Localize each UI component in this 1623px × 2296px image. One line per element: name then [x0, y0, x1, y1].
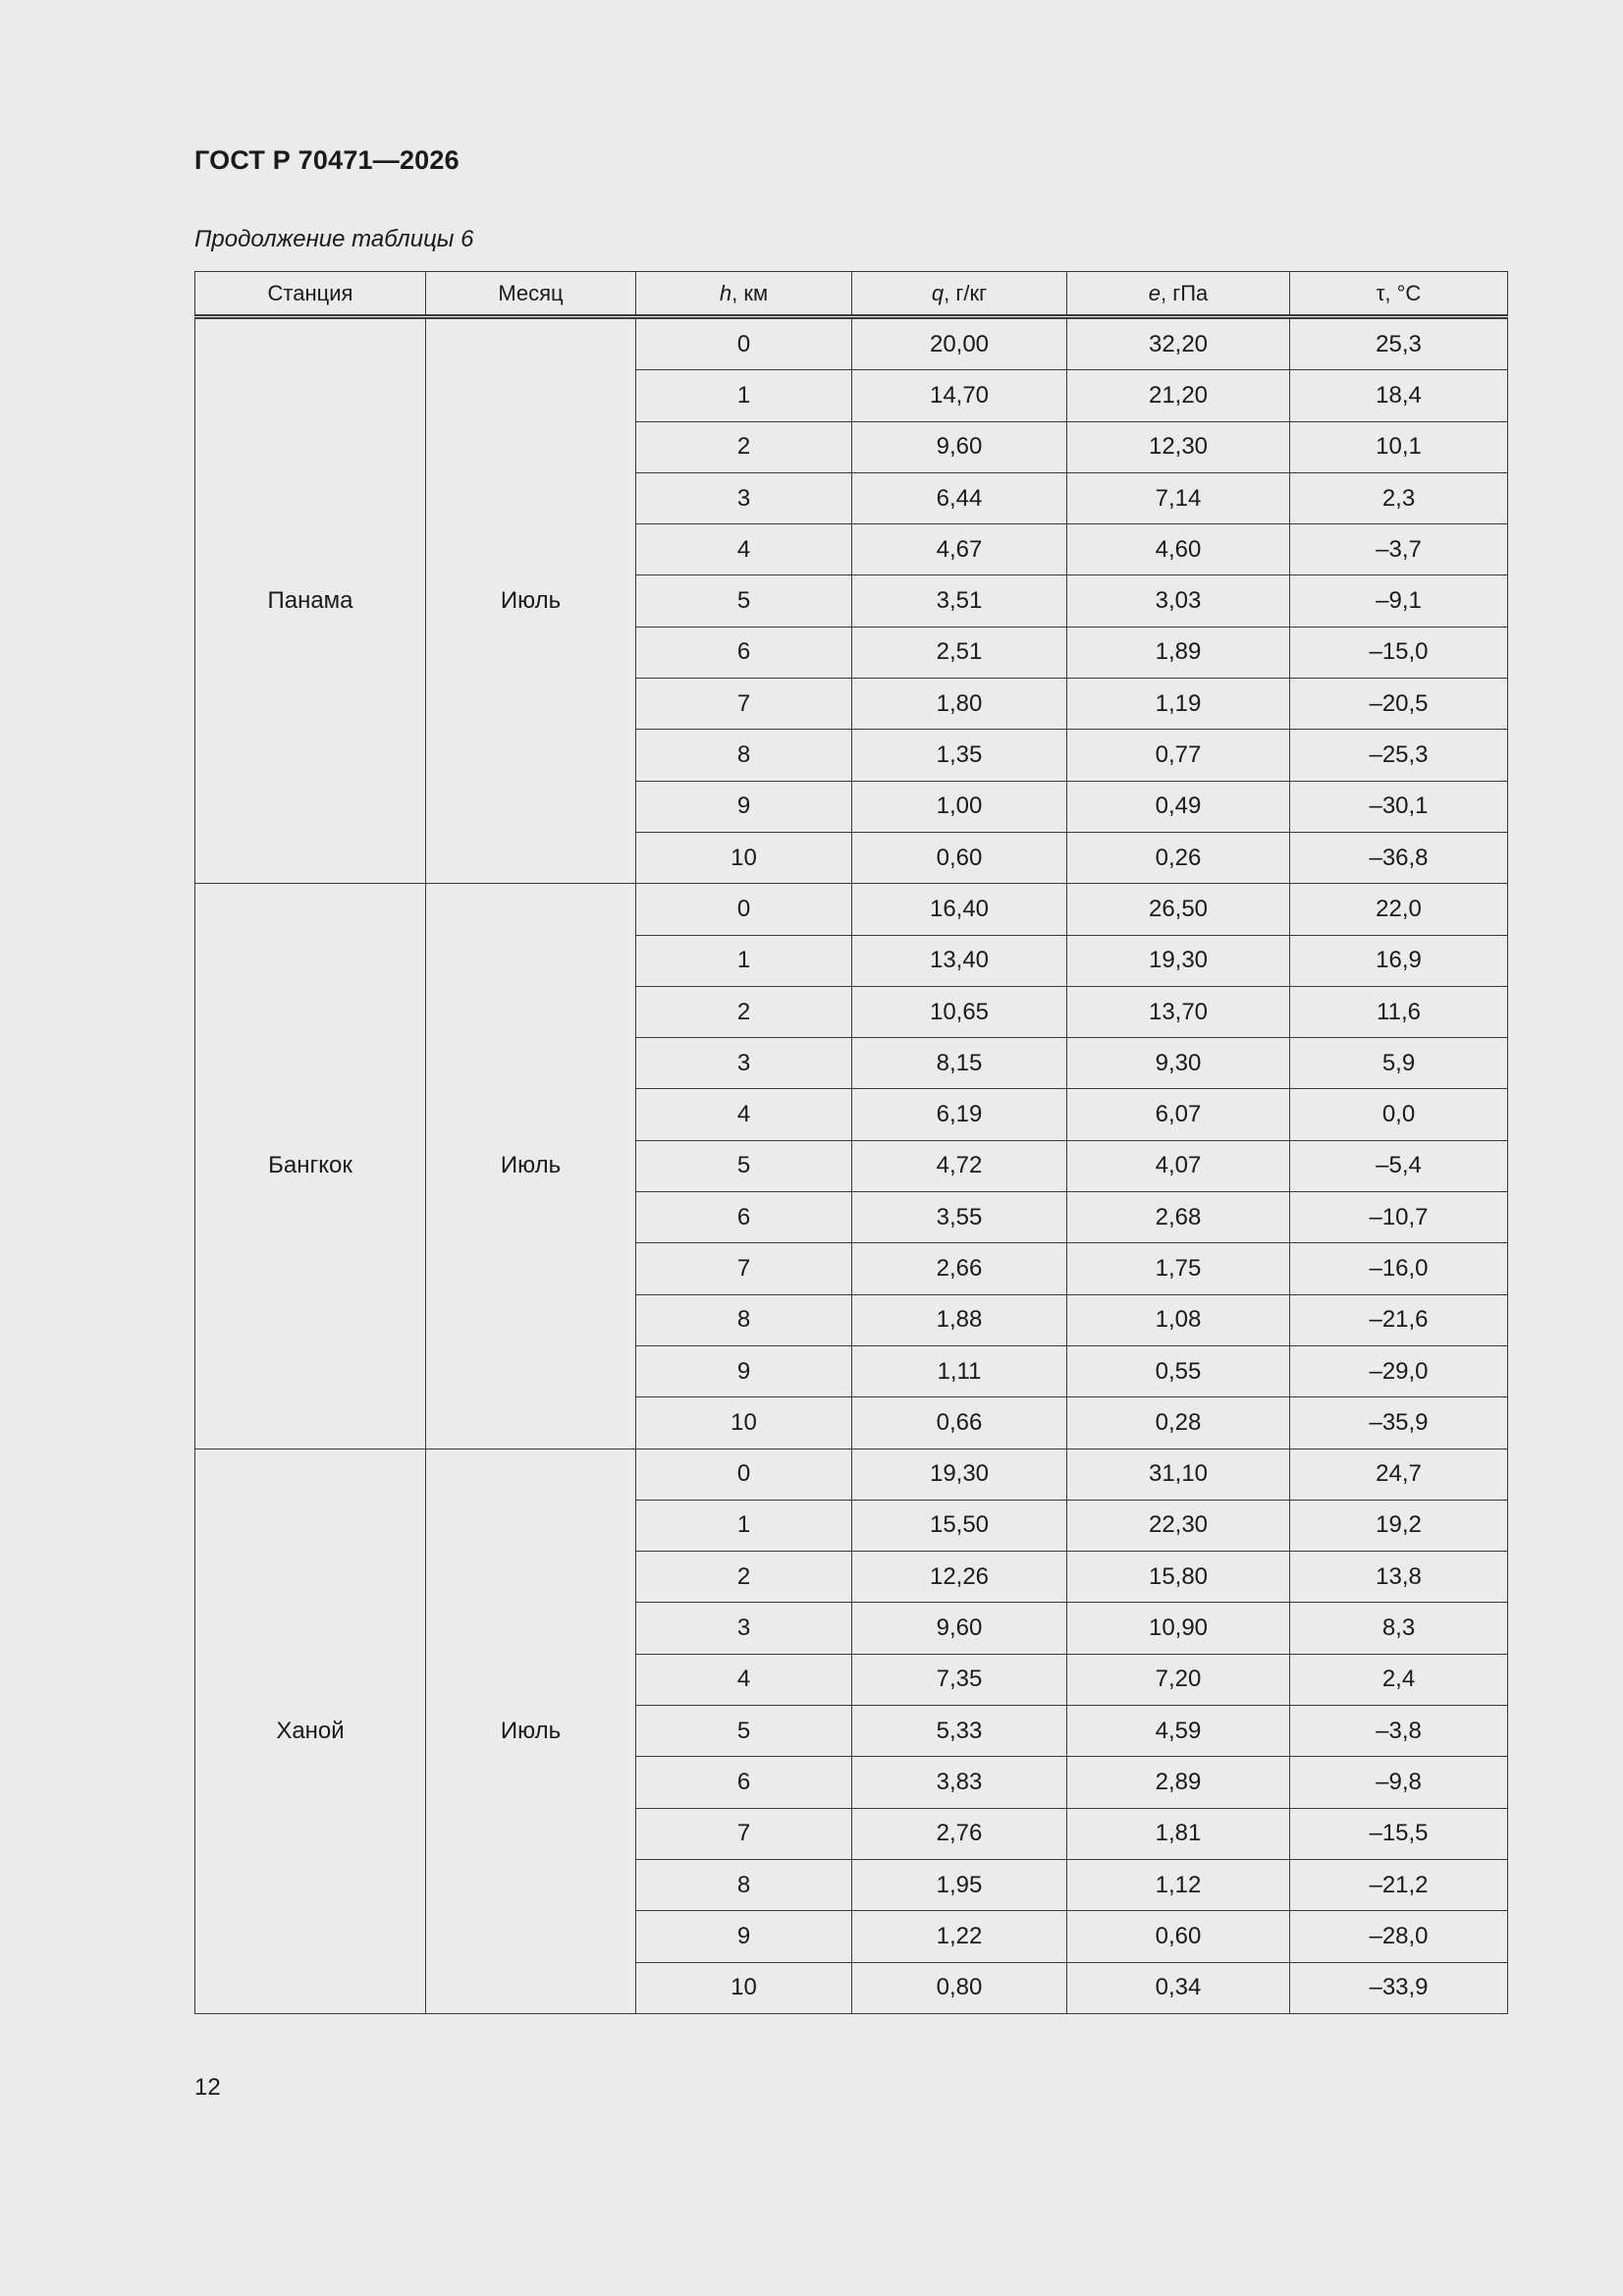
vapour-pressure-cell: 1,89	[1067, 627, 1290, 678]
dew-point-cell: 5,9	[1290, 1038, 1508, 1089]
vapour-pressure-cell: 4,59	[1067, 1706, 1290, 1757]
vapour-pressure-cell: 2,68	[1067, 1192, 1290, 1243]
dew-point-cell: 24,7	[1290, 1449, 1508, 1500]
header-specific-humidity	[852, 272, 1067, 317]
dew-point-cell: 2,4	[1290, 1654, 1508, 1705]
vapour-pressure-cell: 2,89	[1067, 1757, 1290, 1808]
specific-humidity-cell: 9,60	[852, 421, 1067, 472]
specific-humidity-cell: 1,35	[852, 730, 1067, 781]
height-cell: 6	[636, 627, 852, 678]
dew-point-cell: –28,0	[1290, 1911, 1508, 1962]
height-cell: 4	[636, 524, 852, 575]
specific-humidity-cell: 3,55	[852, 1192, 1067, 1243]
height-cell: 6	[636, 1192, 852, 1243]
height-cell: 9	[636, 781, 852, 832]
dew-point-cell: –9,1	[1290, 575, 1508, 627]
height-cell: 9	[636, 1911, 852, 1962]
specific-humidity-cell: 2,66	[852, 1243, 1067, 1294]
height-cell: 7	[636, 1808, 852, 1859]
specific-humidity-cell: 0,60	[852, 832, 1067, 883]
vapour-pressure-cell: 0,77	[1067, 730, 1290, 781]
dew-point-cell: 19,2	[1290, 1500, 1508, 1551]
table-row	[195, 884, 1508, 935]
height-cell: 3	[636, 1038, 852, 1089]
document-code: ГОСТ Р 70471—2026	[194, 145, 460, 175]
specific-humidity-cell: 19,30	[852, 1449, 1067, 1500]
table-caption: Продолжение таблицы 6	[194, 226, 474, 252]
height-cell: 5	[636, 575, 852, 627]
dew-point-cell: –30,1	[1290, 781, 1508, 832]
specific-humidity-cell: 10,65	[852, 986, 1067, 1037]
specific-humidity-cell: 2,76	[852, 1808, 1067, 1859]
height-cell: 8	[636, 1294, 852, 1345]
dew-point-cell: 10,1	[1290, 421, 1508, 472]
height-cell: 8	[636, 730, 852, 781]
page-number: 12	[194, 2074, 221, 2101]
dew-point-cell: 18,4	[1290, 370, 1508, 421]
height-cell: 4	[636, 1654, 852, 1705]
vapour-pressure-cell: 21,20	[1067, 370, 1290, 421]
height-cell: 2	[636, 986, 852, 1037]
header-height-symbol: h	[719, 280, 732, 305]
specific-humidity-cell: 0,80	[852, 1962, 1067, 2013]
height-cell: 5	[636, 1140, 852, 1191]
height-cell: 2	[636, 421, 852, 472]
vapour-pressure-cell: 19,30	[1067, 935, 1290, 986]
dew-point-cell: 8,3	[1290, 1603, 1508, 1654]
dew-point-cell: 11,6	[1290, 986, 1508, 1037]
specific-humidity-cell: 4,67	[852, 524, 1067, 575]
dew-point-cell: –36,8	[1290, 832, 1508, 883]
specific-humidity-cell: 1,95	[852, 1859, 1067, 1910]
header-row	[195, 272, 1508, 317]
header-vapour-pressure	[1067, 272, 1290, 317]
dew-point-cell: –10,7	[1290, 1192, 1508, 1243]
height-cell: 10	[636, 832, 852, 883]
vapour-pressure-cell: 1,12	[1067, 1859, 1290, 1910]
specific-humidity-cell: 6,19	[852, 1089, 1067, 1140]
height-cell: 3	[636, 1603, 852, 1654]
table-row	[195, 317, 1508, 370]
table-body	[195, 317, 1508, 2014]
dew-point-cell: –33,9	[1290, 1962, 1508, 2013]
dew-point-cell: –21,2	[1290, 1859, 1508, 1910]
station-cell: Бангкок	[195, 884, 426, 1449]
vapour-pressure-cell: 0,28	[1067, 1397, 1290, 1449]
dew-point-cell: –3,7	[1290, 524, 1508, 575]
specific-humidity-cell: 1,88	[852, 1294, 1067, 1345]
vapour-pressure-cell: 0,26	[1067, 832, 1290, 883]
height-cell: 5	[636, 1706, 852, 1757]
height-cell: 8	[636, 1859, 852, 1910]
vapour-pressure-cell: 4,07	[1067, 1140, 1290, 1191]
specific-humidity-cell: 14,70	[852, 370, 1067, 421]
specific-humidity-cell: 16,40	[852, 884, 1067, 935]
height-cell: 2	[636, 1552, 852, 1603]
vapour-pressure-cell: 0,34	[1067, 1962, 1290, 2013]
vapour-pressure-cell: 1,81	[1067, 1808, 1290, 1859]
month-cell: Июль	[426, 1449, 636, 2013]
vapour-pressure-cell: 1,08	[1067, 1294, 1290, 1345]
specific-humidity-cell: 6,44	[852, 472, 1067, 523]
vapour-pressure-cell: 26,50	[1067, 884, 1290, 935]
specific-humidity-cell: 1,22	[852, 1911, 1067, 1962]
dew-point-cell: –5,4	[1290, 1140, 1508, 1191]
dew-point-cell: 25,3	[1290, 317, 1508, 370]
dew-point-cell: –35,9	[1290, 1397, 1508, 1449]
vapour-pressure-cell: 1,19	[1067, 679, 1290, 730]
vapour-pressure-cell: 7,20	[1067, 1654, 1290, 1705]
header-q-unit: , г/кг	[944, 280, 988, 305]
vapour-pressure-cell: 0,60	[1067, 1911, 1290, 1962]
specific-humidity-cell: 0,66	[852, 1397, 1067, 1449]
specific-humidity-cell: 3,83	[852, 1757, 1067, 1808]
station-cell: Панама	[195, 317, 426, 884]
vapour-pressure-cell: 7,14	[1067, 472, 1290, 523]
height-cell: 7	[636, 679, 852, 730]
height-cell: 10	[636, 1962, 852, 2013]
vapour-pressure-cell: 12,30	[1067, 421, 1290, 472]
height-cell: 3	[636, 472, 852, 523]
header-dew-point: τ, °C	[1290, 272, 1508, 317]
vapour-pressure-cell: 22,30	[1067, 1500, 1290, 1551]
vapour-pressure-cell: 13,70	[1067, 986, 1290, 1037]
specific-humidity-cell: 9,60	[852, 1603, 1067, 1654]
vapour-pressure-cell: 6,07	[1067, 1089, 1290, 1140]
height-cell: 9	[636, 1345, 852, 1396]
specific-humidity-cell: 4,72	[852, 1140, 1067, 1191]
height-cell: 1	[636, 370, 852, 421]
vapour-pressure-cell: 4,60	[1067, 524, 1290, 575]
height-cell: 4	[636, 1089, 852, 1140]
vapour-pressure-cell: 0,49	[1067, 781, 1290, 832]
header-e-unit: , гПа	[1160, 280, 1209, 305]
specific-humidity-cell: 1,00	[852, 781, 1067, 832]
dew-point-cell: –15,5	[1290, 1808, 1508, 1859]
specific-humidity-cell: 3,51	[852, 575, 1067, 627]
header-month: Месяц	[426, 272, 636, 317]
height-cell: 1	[636, 935, 852, 986]
dew-point-cell: –25,3	[1290, 730, 1508, 781]
dew-point-cell: –20,5	[1290, 679, 1508, 730]
vapour-pressure-cell: 1,75	[1067, 1243, 1290, 1294]
dew-point-cell: –21,6	[1290, 1294, 1508, 1345]
specific-humidity-cell: 12,26	[852, 1552, 1067, 1603]
vapour-pressure-cell: 9,30	[1067, 1038, 1290, 1089]
header-height	[636, 272, 852, 317]
vapour-pressure-cell: 0,55	[1067, 1345, 1290, 1396]
height-cell: 0	[636, 317, 852, 370]
vapour-pressure-cell: 32,20	[1067, 317, 1290, 370]
vapour-pressure-cell: 3,03	[1067, 575, 1290, 627]
dew-point-cell: 2,3	[1290, 472, 1508, 523]
dew-point-cell: –29,0	[1290, 1345, 1508, 1396]
header-e-symbol: e	[1148, 280, 1161, 305]
height-cell: 6	[636, 1757, 852, 1808]
dew-point-cell: –9,8	[1290, 1757, 1508, 1808]
data-table	[194, 271, 1508, 2014]
height-cell: 1	[636, 1500, 852, 1551]
specific-humidity-cell: 2,51	[852, 627, 1067, 678]
header-station: Станция	[195, 272, 426, 317]
specific-humidity-cell: 15,50	[852, 1500, 1067, 1551]
height-cell: 10	[636, 1397, 852, 1449]
height-cell: 7	[636, 1243, 852, 1294]
specific-humidity-cell: 13,40	[852, 935, 1067, 986]
specific-humidity-cell: 1,11	[852, 1345, 1067, 1396]
specific-humidity-cell: 7,35	[852, 1654, 1067, 1705]
dew-point-cell: 0,0	[1290, 1089, 1508, 1140]
vapour-pressure-cell: 10,90	[1067, 1603, 1290, 1654]
dew-point-cell: –16,0	[1290, 1243, 1508, 1294]
specific-humidity-cell: 1,80	[852, 679, 1067, 730]
vapour-pressure-cell: 15,80	[1067, 1552, 1290, 1603]
header-height-unit: , км	[731, 280, 769, 305]
station-cell: Ханой	[195, 1449, 426, 2013]
month-cell: Июль	[426, 884, 636, 1449]
specific-humidity-cell: 5,33	[852, 1706, 1067, 1757]
dew-point-cell: 13,8	[1290, 1552, 1508, 1603]
height-cell: 0	[636, 884, 852, 935]
month-cell: Июль	[426, 317, 636, 884]
height-cell: 0	[636, 1449, 852, 1500]
header-q-symbol: q	[931, 280, 945, 305]
dew-point-cell: 22,0	[1290, 884, 1508, 935]
dew-point-cell: –3,8	[1290, 1706, 1508, 1757]
specific-humidity-cell: 8,15	[852, 1038, 1067, 1089]
specific-humidity-cell: 20,00	[852, 317, 1067, 370]
table-header	[195, 272, 1508, 317]
dew-point-cell: 16,9	[1290, 935, 1508, 986]
vapour-pressure-cell: 31,10	[1067, 1449, 1290, 1500]
dew-point-cell: –15,0	[1290, 627, 1508, 678]
table-row	[195, 1449, 1508, 1500]
